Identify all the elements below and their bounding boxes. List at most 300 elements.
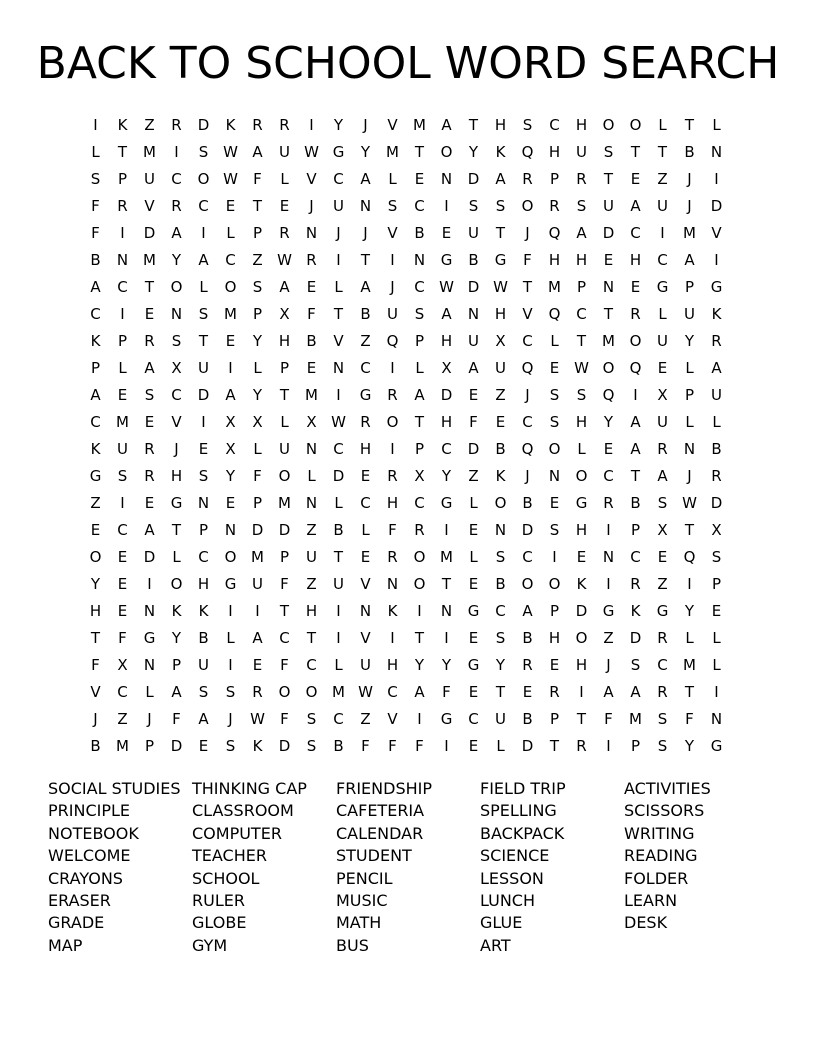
grid-letter: A	[657, 467, 668, 485]
grid-letter: N	[710, 143, 723, 161]
grid-letter: E	[657, 548, 668, 566]
grid-letter: N	[332, 359, 345, 377]
grid-letter: T	[549, 737, 560, 755]
grid-letter: D	[521, 521, 534, 539]
grid-letter: M	[602, 332, 615, 350]
grid-letter: L	[712, 413, 721, 431]
grid-letter: G	[602, 602, 615, 620]
grid-letter: M	[251, 548, 264, 566]
grid-letter: C	[414, 494, 425, 512]
grid-letter: O	[413, 575, 426, 593]
grid-letter: I	[444, 629, 449, 647]
grid-letter: S	[576, 197, 587, 215]
grid-row	[82, 355, 730, 382]
grid-letter: U	[576, 143, 587, 161]
grid-letter: H	[548, 251, 561, 269]
grid-letter: L	[415, 359, 424, 377]
grid-letter: R	[252, 116, 263, 134]
grid-letter: E	[117, 386, 128, 404]
word-item: LEARN	[624, 891, 678, 911]
grid-letter: M	[413, 116, 426, 134]
grid-letter: L	[658, 305, 667, 323]
grid-letter: B	[495, 440, 506, 458]
grid-letter: V	[306, 170, 317, 188]
grid-letter: T	[360, 251, 371, 269]
grid-row	[82, 274, 730, 301]
grid-letter: Y	[252, 386, 263, 404]
grid-letter: N	[170, 305, 183, 323]
grid-letter: T	[144, 278, 155, 296]
grid-letter: U	[387, 305, 398, 323]
grid-letter: M	[224, 305, 237, 323]
grid-letter: R	[549, 197, 560, 215]
grid-letter: L	[469, 548, 478, 566]
grid-letter: T	[684, 116, 695, 134]
grid-letter: A	[252, 629, 263, 647]
grid-letter: V	[387, 116, 398, 134]
grid-letter: W	[574, 359, 589, 377]
grid-letter: N	[467, 305, 480, 323]
grid-letter: V	[387, 224, 398, 242]
grid-letter: R	[711, 467, 722, 485]
grid-letter: C	[630, 224, 641, 242]
grid-letter: E	[117, 602, 128, 620]
grid-letter: F	[91, 656, 100, 674]
grid-letter: O	[575, 629, 588, 647]
grid-letter: R	[117, 197, 128, 215]
grid-letter: E	[117, 575, 128, 593]
grid-letter: A	[576, 224, 587, 242]
grid-letter: F	[469, 413, 478, 431]
grid-letter: H	[197, 575, 210, 593]
grid-letter: E	[225, 332, 236, 350]
grid-letter: S	[549, 386, 560, 404]
grid-letter: M	[116, 737, 129, 755]
grid-letter: A	[630, 440, 641, 458]
word-item: GLUE	[480, 913, 523, 933]
grid-letter: E	[360, 467, 371, 485]
grid-letter: C	[414, 278, 425, 296]
grid-letter: T	[306, 629, 317, 647]
grid-letter: J	[309, 197, 314, 215]
grid-letter: G	[575, 494, 588, 512]
grid-letter: L	[712, 656, 721, 674]
grid-letter: I	[309, 116, 314, 134]
grid-letter: T	[603, 170, 614, 188]
grid-letter: T	[414, 143, 425, 161]
word-column	[192, 778, 336, 957]
grid-letter: Q	[548, 224, 561, 242]
grid-letter: C	[522, 413, 533, 431]
grid-letter: C	[495, 602, 506, 620]
grid-letter: S	[711, 548, 722, 566]
word-item: SCHOOL	[192, 868, 260, 888]
grid-letter: H	[494, 116, 507, 134]
grid-letter: H	[575, 656, 588, 674]
grid-letter: C	[360, 494, 371, 512]
grid-letter: J	[93, 710, 98, 728]
word-item: MAP	[48, 935, 83, 955]
grid-letter: B	[684, 143, 695, 161]
grid-letter: L	[361, 521, 370, 539]
word-item: THINKING CAP	[192, 779, 307, 798]
grid-letter: T	[522, 278, 533, 296]
grid-letter: U	[360, 656, 371, 674]
grid-letter: E	[441, 224, 452, 242]
grid-letter: I	[201, 224, 206, 242]
grid-letter: S	[657, 710, 668, 728]
grid-row	[82, 625, 730, 652]
grid-letter: B	[414, 224, 425, 242]
grid-letter: S	[468, 197, 479, 215]
grid-letter: L	[334, 278, 343, 296]
grid-letter: E	[468, 575, 479, 593]
grid-row	[82, 571, 730, 598]
grid-letter: B	[522, 710, 533, 728]
grid-letter: G	[224, 575, 237, 593]
grid-letter: L	[307, 467, 316, 485]
grid-letter: T	[603, 305, 614, 323]
grid-letter: Z	[468, 467, 479, 485]
grid-letter: J	[336, 224, 341, 242]
grid-row	[82, 166, 730, 193]
grid-letter: G	[170, 494, 183, 512]
grid-letter: U	[711, 386, 722, 404]
grid-letter: C	[117, 278, 128, 296]
grid-letter: B	[360, 305, 371, 323]
grid-letter: R	[279, 224, 290, 242]
grid-letter: K	[252, 737, 263, 755]
grid-row	[82, 382, 730, 409]
grid-letter: S	[495, 548, 506, 566]
grid-letter: E	[630, 278, 641, 296]
grid-letter: L	[199, 278, 208, 296]
grid-letter: T	[630, 467, 641, 485]
grid-letter: S	[495, 197, 506, 215]
grid-row	[82, 409, 730, 436]
word-item: DESK	[624, 913, 668, 933]
grid-letter: N	[305, 440, 318, 458]
grid-letter: O	[197, 170, 210, 188]
grid-letter: E	[468, 629, 479, 647]
grid-letter: D	[467, 440, 480, 458]
grid-letter: H	[440, 413, 453, 431]
grid-letter: F	[307, 305, 316, 323]
grid-letter: N	[143, 656, 156, 674]
word-item: BUS	[336, 935, 369, 955]
grid-letter: R	[657, 440, 668, 458]
grid-letter: X	[279, 305, 290, 323]
word-column	[336, 778, 480, 957]
grid-letter: Q	[386, 332, 399, 350]
word-item: SCIENCE	[480, 846, 550, 866]
grid-letter: O	[224, 278, 237, 296]
grid-letter: P	[576, 278, 587, 296]
grid-letter: S	[117, 467, 128, 485]
grid-letter: P	[252, 224, 263, 242]
grid-letter: C	[306, 656, 317, 674]
grid-letter: K	[90, 440, 101, 458]
word-item: ART	[480, 935, 511, 955]
grid-letter: M	[683, 224, 696, 242]
grid-letter: Y	[171, 251, 182, 269]
grid-letter: G	[467, 656, 480, 674]
grid-letter: Z	[495, 386, 506, 404]
grid-letter: N	[143, 602, 156, 620]
grid-letter: S	[414, 305, 425, 323]
grid-letter: D	[710, 494, 723, 512]
word-column	[480, 778, 624, 957]
grid-letter: V	[144, 197, 155, 215]
grid-letter: K	[171, 602, 182, 620]
word-item: RULER	[192, 891, 245, 911]
grid-letter: N	[305, 224, 318, 242]
word-item: CRAYONS	[48, 868, 123, 888]
grid-letter: E	[144, 413, 155, 431]
word-list	[48, 778, 768, 957]
grid-letter: G	[440, 251, 453, 269]
grid-letter: L	[550, 332, 559, 350]
grid-letter: B	[495, 575, 506, 593]
grid-letter: A	[360, 278, 371, 296]
grid-letter: E	[468, 683, 479, 701]
grid-letter: I	[444, 737, 449, 755]
grid-letter: H	[575, 413, 588, 431]
grid-letter: M	[143, 251, 156, 269]
grid-letter: O	[413, 548, 426, 566]
grid-letter: M	[548, 278, 561, 296]
grid-letter: F	[415, 737, 424, 755]
grid-letter: I	[444, 521, 449, 539]
grid-letter: I	[579, 683, 584, 701]
grid-letter: C	[171, 170, 182, 188]
grid-letter: T	[171, 521, 182, 539]
grid-letter: P	[549, 710, 560, 728]
grid-letter: G	[710, 278, 723, 296]
grid-letter: P	[117, 332, 128, 350]
grid-letter: W	[223, 143, 238, 161]
grid-letter: A	[198, 251, 209, 269]
grid-letter: Z	[657, 575, 668, 593]
grid-letter: K	[630, 602, 641, 620]
grid-letter: P	[252, 494, 263, 512]
grid-letter: Z	[360, 710, 371, 728]
grid-letter: J	[687, 467, 692, 485]
grid-letter: K	[117, 116, 128, 134]
grid-letter: R	[630, 305, 641, 323]
grid-letter: A	[144, 359, 155, 377]
grid-letter: W	[331, 413, 346, 431]
grid-letter: V	[711, 224, 722, 242]
grid-letter: Q	[629, 359, 642, 377]
grid-letter: F	[388, 521, 397, 539]
grid-letter: D	[629, 629, 642, 647]
grid-letter: N	[683, 440, 696, 458]
grid-letter: T	[198, 332, 209, 350]
grid-letter: E	[468, 386, 479, 404]
grid-letter: C	[333, 170, 344, 188]
grid-letter: I	[336, 602, 341, 620]
grid-letter: Y	[360, 143, 371, 161]
word-item: COMPUTER	[192, 823, 282, 843]
grid-letter: R	[387, 467, 398, 485]
grid-letter: E	[711, 602, 722, 620]
grid-letter: J	[390, 278, 395, 296]
grid-letter: Q	[521, 359, 534, 377]
grid-letter: P	[549, 602, 560, 620]
grid-letter: O	[629, 116, 642, 134]
grid-letter: I	[228, 602, 233, 620]
word-item: WELCOME	[48, 846, 131, 866]
grid-letter: C	[522, 332, 533, 350]
grid-letter: I	[336, 629, 341, 647]
grid-letter: C	[657, 251, 668, 269]
grid-letter: I	[552, 548, 557, 566]
grid-letter: A	[198, 710, 209, 728]
grid-letter: L	[253, 359, 262, 377]
grid-letter: F	[280, 575, 289, 593]
grid-letter: E	[306, 359, 317, 377]
grid-letter: D	[467, 278, 480, 296]
grid-letter: C	[360, 359, 371, 377]
grid-letter: O	[521, 197, 534, 215]
grid-letter: M	[305, 386, 318, 404]
grid-letter: R	[387, 386, 398, 404]
grid-letter: I	[228, 359, 233, 377]
grid-letter: S	[198, 143, 209, 161]
grid-letter: I	[417, 602, 422, 620]
grid-letter: R	[576, 737, 587, 755]
grid-letter: Z	[144, 116, 155, 134]
grid-letter: M	[332, 683, 345, 701]
grid-letter: E	[522, 683, 533, 701]
grid-letter: B	[630, 494, 641, 512]
grid-letter: D	[278, 737, 291, 755]
grid-letter: H	[359, 440, 372, 458]
grid-letter: X	[117, 656, 128, 674]
grid-letter: F	[91, 224, 100, 242]
grid-letter: B	[711, 440, 722, 458]
grid-row	[82, 301, 730, 328]
grid-letter: F	[685, 710, 694, 728]
grid-letter: L	[712, 116, 721, 134]
grid-letter: W	[439, 278, 454, 296]
grid-letter: S	[225, 737, 236, 755]
grid-letter: E	[117, 548, 128, 566]
grid-letter: R	[603, 494, 614, 512]
grid-letter: I	[606, 575, 611, 593]
grid-letter: Y	[333, 116, 344, 134]
grid-letter: L	[334, 656, 343, 674]
grid-row	[82, 247, 730, 274]
grid-letter: O	[89, 548, 102, 566]
grid-row	[82, 193, 730, 220]
grid-row	[82, 139, 730, 166]
grid-letter: U	[333, 575, 344, 593]
grid-letter: N	[359, 197, 372, 215]
grid-letter: H	[548, 143, 561, 161]
grid-letter: Z	[117, 710, 128, 728]
grid-row	[82, 112, 730, 139]
grid-letter: T	[684, 683, 695, 701]
grid-letter: U	[468, 224, 479, 242]
grid-letter: E	[225, 494, 236, 512]
word-item: SCISSORS	[624, 801, 705, 821]
grid-letter: S	[603, 143, 614, 161]
grid-letter: A	[495, 170, 506, 188]
grid-letter: Y	[603, 413, 614, 431]
grid-letter: U	[468, 332, 479, 350]
grid-letter: F	[523, 251, 532, 269]
grid-letter: V	[360, 575, 371, 593]
grid-letter: S	[495, 629, 506, 647]
grid-letter: B	[90, 737, 101, 755]
grid-letter: G	[467, 602, 480, 620]
grid-letter: F	[442, 683, 451, 701]
grid-letter: W	[277, 251, 292, 269]
grid-letter: W	[223, 170, 238, 188]
grid-letter: U	[279, 143, 290, 161]
grid-letter: O	[305, 683, 318, 701]
grid-letter: N	[116, 251, 129, 269]
grid-letter: T	[441, 575, 452, 593]
word-item: CALENDAR	[336, 823, 424, 843]
grid-letter: U	[198, 359, 209, 377]
grid-letter: G	[143, 629, 156, 647]
grid-letter: R	[414, 521, 425, 539]
grid-letter: E	[198, 440, 209, 458]
grid-letter: C	[198, 197, 209, 215]
grid-letter: E	[630, 170, 641, 188]
grid-row	[82, 436, 730, 463]
grid-letter: P	[279, 548, 290, 566]
grid-letter: E	[252, 656, 263, 674]
grid-letter: P	[144, 737, 155, 755]
grid-letter: S	[198, 305, 209, 323]
grid-letter: J	[228, 710, 233, 728]
grid-letter: H	[386, 494, 399, 512]
grid-letter: H	[548, 629, 561, 647]
grid-letter: R	[144, 332, 155, 350]
grid-letter: U	[279, 440, 290, 458]
grid-letter: W	[250, 710, 265, 728]
grid-letter: U	[144, 170, 155, 188]
grid-letter: J	[363, 116, 368, 134]
grid-letter: C	[198, 548, 209, 566]
word-item: SPELLING	[480, 801, 557, 821]
grid-letter: M	[116, 413, 129, 431]
grid-letter: Y	[441, 467, 452, 485]
grid-letter: I	[390, 359, 395, 377]
grid-letter: L	[712, 629, 721, 647]
grid-letter: N	[197, 494, 210, 512]
grid-letter: M	[386, 143, 399, 161]
grid-row	[82, 598, 730, 625]
grid-letter: H	[494, 305, 507, 323]
grid-letter: M	[629, 710, 642, 728]
grid-letter: I	[606, 737, 611, 755]
grid-letter: N	[440, 602, 453, 620]
grid-letter: C	[117, 521, 128, 539]
grid-letter: S	[198, 683, 209, 701]
grid-letter: C	[90, 305, 101, 323]
grid-letter: B	[198, 629, 209, 647]
grid-letter: A	[468, 359, 479, 377]
grid-letter: A	[225, 386, 236, 404]
grid-letter: M	[143, 143, 156, 161]
grid-letter: R	[144, 440, 155, 458]
grid-letter: W	[682, 494, 697, 512]
